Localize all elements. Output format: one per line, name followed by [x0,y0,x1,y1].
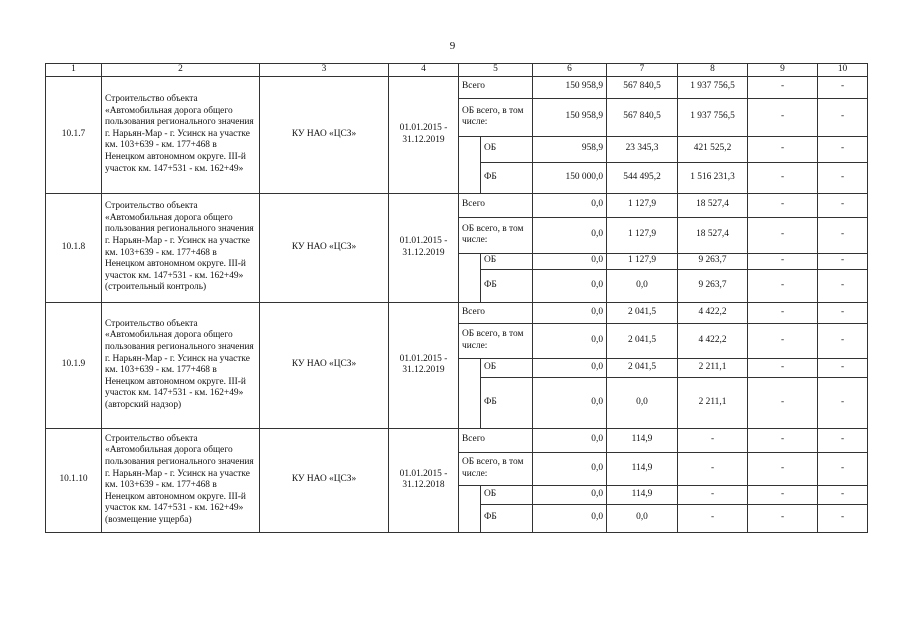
value-cell: 567 840,5 [607,76,678,98]
value-cell: - [818,302,868,323]
value-cell: - [748,428,818,452]
header-cell: 3 [260,64,389,77]
value-cell: - [818,428,868,452]
value-cell: 114,9 [607,428,678,452]
value-cell: 2 211,1 [678,358,748,377]
indent-cell [459,358,481,428]
row-name: Строительство объекта «Автомобильная дорога общего пользования регионального значения г. Нарьян-Мар - г. Усинск на участке км. 103+639 - км. 177+468 в Ненецком автономном округе. III-й участок км. 147+531 - км. 162+49» (строительный контроль) [102,193,260,302]
value-cell: - [748,323,818,358]
header-cell: 7 [607,64,678,77]
value-cell: 2 211,1 [678,377,748,428]
value-cell: 0,0 [533,253,607,269]
row-name: Строительство объекта «Автомобильная дорога общего пользования регионального значения г. Нарьян-Мар - г. Усинск на участке км. 103+639 - км. 177+468 в Ненецком автономном округе. III-й участок км. 147+531 - км. 162+49» [102,76,260,193]
header-cell: 10 [818,64,868,77]
row-period: 01.01.2015 - 31.12.2019 [389,302,459,428]
value-cell: 0,0 [607,504,678,532]
table-row [46,76,868,98]
value-cell: - [748,485,818,504]
value-cell: - [818,358,868,377]
line-label: ОБ всего, в том числе: [459,217,533,253]
indent-cell [459,485,481,532]
value-cell: 150 000,0 [533,162,607,193]
table-row [46,302,868,323]
value-cell: - [748,98,818,136]
value-cell: 2 041,5 [607,323,678,358]
line-label: ОБ [481,253,533,269]
line-label: ОБ всего, в том числе: [459,452,533,485]
value-cell: 0,0 [533,452,607,485]
row-name: Строительство объекта «Автомобильная дорога общего пользования регионального значения г. Нарьян-Мар - г. Усинск на участке км. 103+639 - км. 177+468 в Ненецком автономном округе. III-й участок км. 147+531 - км. 162+49» (возмещение ущерба) [102,428,260,532]
value-cell: - [748,193,818,217]
line-label: Всего [459,193,533,217]
header-cell: 1 [46,64,102,77]
value-cell: 4 422,2 [678,302,748,323]
row-code: 10.1.10 [46,428,102,532]
value-cell: 2 041,5 [607,302,678,323]
line-label: Всего [459,428,533,452]
row-code: 10.1.9 [46,302,102,428]
value-cell: - [678,428,748,452]
value-cell: - [748,302,818,323]
value-cell: 0,0 [607,377,678,428]
value-cell: 421 525,2 [678,136,748,162]
value-cell: - [818,76,868,98]
value-cell: 0,0 [533,485,607,504]
value-cell: 9 263,7 [678,269,748,302]
value-cell: - [818,253,868,269]
value-cell: 23 345,3 [607,136,678,162]
value-cell: - [818,377,868,428]
value-cell: - [818,485,868,504]
value-cell: 0,0 [533,358,607,377]
value-cell: 0,0 [533,217,607,253]
value-cell: 0,0 [533,428,607,452]
value-cell: - [748,358,818,377]
table-row [46,193,868,217]
row-executor: КУ НАО «ЦСЗ» [260,302,389,428]
line-label: Всего [459,302,533,323]
value-cell: - [818,136,868,162]
value-cell: - [818,162,868,193]
value-cell: 1 127,9 [607,253,678,269]
row-code: 10.1.7 [46,76,102,193]
value-cell: 150 958,9 [533,98,607,136]
value-cell: - [818,98,868,136]
line-label: ОБ всего, в том числе: [459,323,533,358]
line-label: ФБ [481,377,533,428]
value-cell: 0,0 [533,323,607,358]
value-cell: - [748,452,818,485]
value-cell: - [818,269,868,302]
value-cell: - [818,504,868,532]
value-cell: - [748,136,818,162]
value-cell: - [818,323,868,358]
value-cell: 114,9 [607,452,678,485]
value-cell: - [748,253,818,269]
line-label: ОБ [481,358,533,377]
row-period: 01.01.2015 - 31.12.2019 [389,76,459,193]
row-executor: КУ НАО «ЦСЗ» [260,76,389,193]
indent-cell [459,136,481,193]
value-cell: 1 127,9 [607,217,678,253]
row-executor: КУ НАО «ЦСЗ» [260,193,389,302]
value-cell: - [678,452,748,485]
value-cell: 0,0 [533,193,607,217]
value-cell: 0,0 [533,377,607,428]
value-cell: - [748,162,818,193]
value-cell: 544 495,2 [607,162,678,193]
value-cell: 18 527,4 [678,193,748,217]
value-cell: - [818,452,868,485]
row-code: 10.1.8 [46,193,102,302]
indent-cell [459,253,481,302]
program-table [45,63,868,533]
table-row [46,428,868,452]
value-cell: - [818,193,868,217]
value-cell: 2 041,5 [607,358,678,377]
header-cell: 4 [389,64,459,77]
line-label: ФБ [481,162,533,193]
header-cell: 9 [748,64,818,77]
value-cell: 9 263,7 [678,253,748,269]
value-cell: 567 840,5 [607,98,678,136]
value-cell: 4 422,2 [678,323,748,358]
value-cell: 114,9 [607,485,678,504]
value-cell: 0,0 [533,269,607,302]
value-cell: 1 937 756,5 [678,98,748,136]
value-cell: 0,0 [533,504,607,532]
header-cell: 6 [533,64,607,77]
value-cell: 958,9 [533,136,607,162]
value-cell: 1 516 231,3 [678,162,748,193]
row-executor: КУ НАО «ЦСЗ» [260,428,389,532]
line-label: ОБ [481,136,533,162]
value-cell: - [818,217,868,253]
line-label: Всего [459,76,533,98]
row-period: 01.01.2015 - 31.12.2018 [389,428,459,532]
value-cell: - [748,217,818,253]
line-label: ФБ [481,269,533,302]
value-cell: 150 958,9 [533,76,607,98]
row-name: Строительство объекта «Автомобильная дорога общего пользования регионального значения г. Нарьян-Мар - г. Усинск на участке км. 103+639 - км. 177+468 в Ненецком автономном округе. III-й участок км. 147+531 - км. 162+49» (авторский надзор) [102,302,260,428]
header-row [46,64,868,77]
value-cell: - [748,504,818,532]
row-period: 01.01.2015 - 31.12.2019 [389,193,459,302]
value-cell: - [678,504,748,532]
value-cell: - [748,269,818,302]
value-cell: - [678,485,748,504]
line-label: ОБ [481,485,533,504]
line-label: ФБ [481,504,533,532]
line-label: ОБ всего, в том числе: [459,98,533,136]
value-cell: 0,0 [533,302,607,323]
value-cell: 0,0 [607,269,678,302]
header-cell: 8 [678,64,748,77]
value-cell: - [748,377,818,428]
value-cell: 1 127,9 [607,193,678,217]
value-cell: 1 937 756,5 [678,76,748,98]
value-cell: - [748,76,818,98]
header-cell: 2 [102,64,260,77]
value-cell: 18 527,4 [678,217,748,253]
header-cell: 5 [459,64,533,77]
page-number: 9 [449,40,456,52]
